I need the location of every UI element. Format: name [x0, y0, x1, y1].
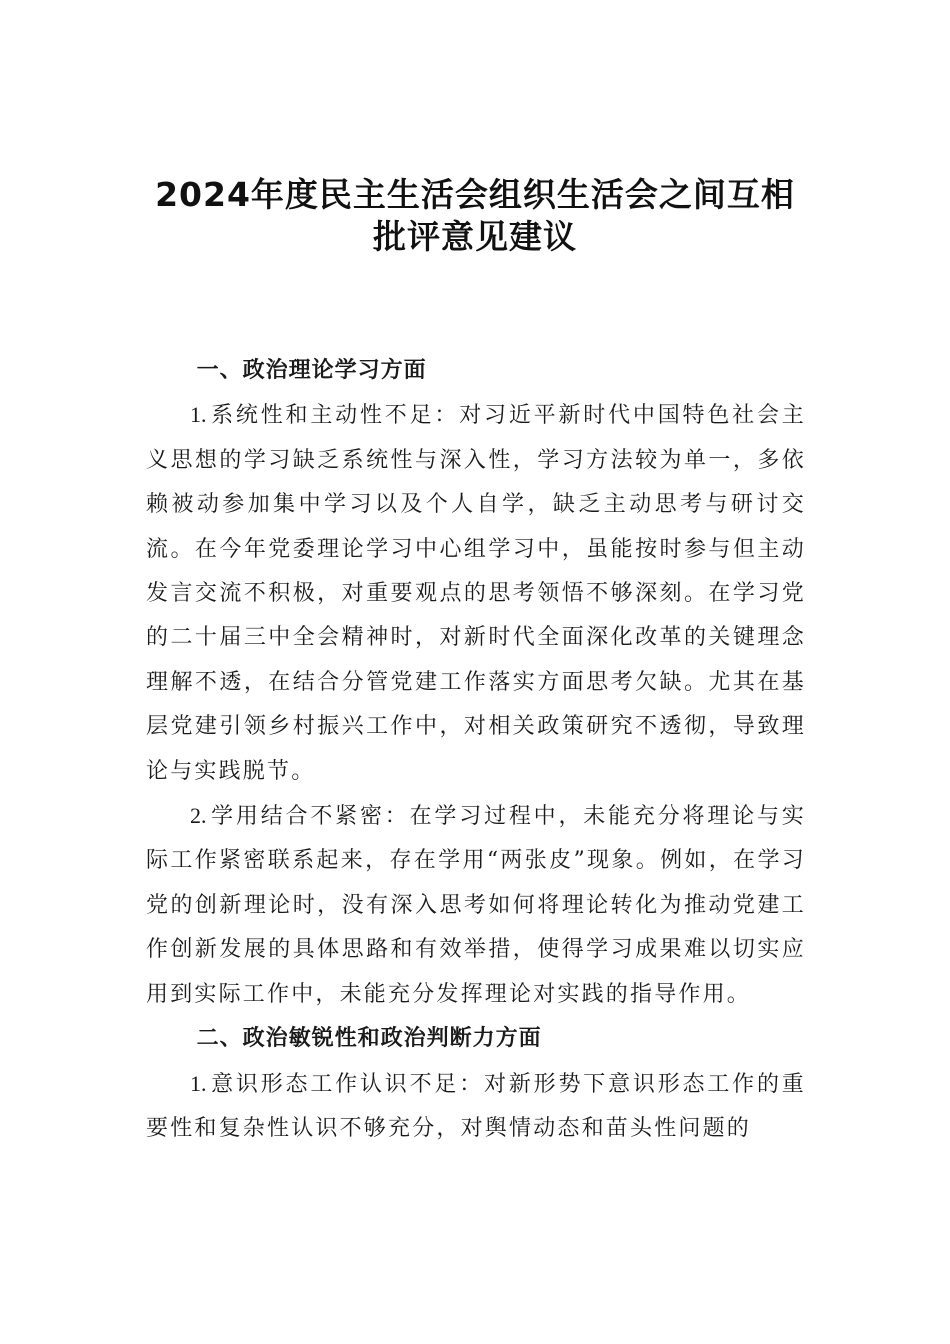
item-number: 1.	[190, 402, 207, 428]
item-text: 学用结合不紧密：在学习过程中，未能充分将理论与实际工作紧密联系起来，存在学用“两张皮”现象。例如，在学习党的创新理论时，没有深入思考如何将理论转化为推动党建工作创新发展的具体思路和有效举措，使得学习成果难以切实应用到实际工作中，未能充分发挥理论对实践的指导作用。	[146, 804, 806, 1007]
section-1-item-2	[146, 794, 806, 1017]
document-title-line-2: 批评意见建议	[373, 217, 577, 256]
section-1-item-1	[146, 393, 806, 794]
item-number: 1.	[190, 1070, 207, 1096]
item-text: 系统性和主动性不足：对习近平新时代中国特色社会主义思想的学习缺乏系统性与深入性，学习方法较为单一，多依赖被动参加集中学习以及个人自学，缺乏主动思考与研讨交流。在今年党委理论学习中心组学习中，虽能按时参与但主动发言交流不积极，对重要观点的思考领悟不够深刻。在学习党的二十届三中全会精神时，对新时代全面深化改革的关键理念理解不透，在结合分管党建工作落实方面思考欠缺。尤其在基层党建引领乡村振兴工作中，对相关政策研究不透彻，导致理论与实践脱节。	[146, 403, 806, 784]
section-2-item-1	[146, 1062, 806, 1152]
section-2-heading: 二、政治敏锐性和政治判断力方面	[196, 1026, 542, 1052]
section-1-heading: 一、政治理论学习方面	[196, 358, 427, 383]
item-number: 2.	[190, 803, 207, 829]
document-title-line-1: 2024年度民主生活会组织生活会之间互相	[155, 175, 795, 214]
document-body	[146, 349, 806, 1151]
item-text: 意识形态工作认识不足：对新形势下意识形态工作的重要性和复杂性认识不够充分，对舆情动态和苗头性问题的	[146, 1071, 806, 1141]
